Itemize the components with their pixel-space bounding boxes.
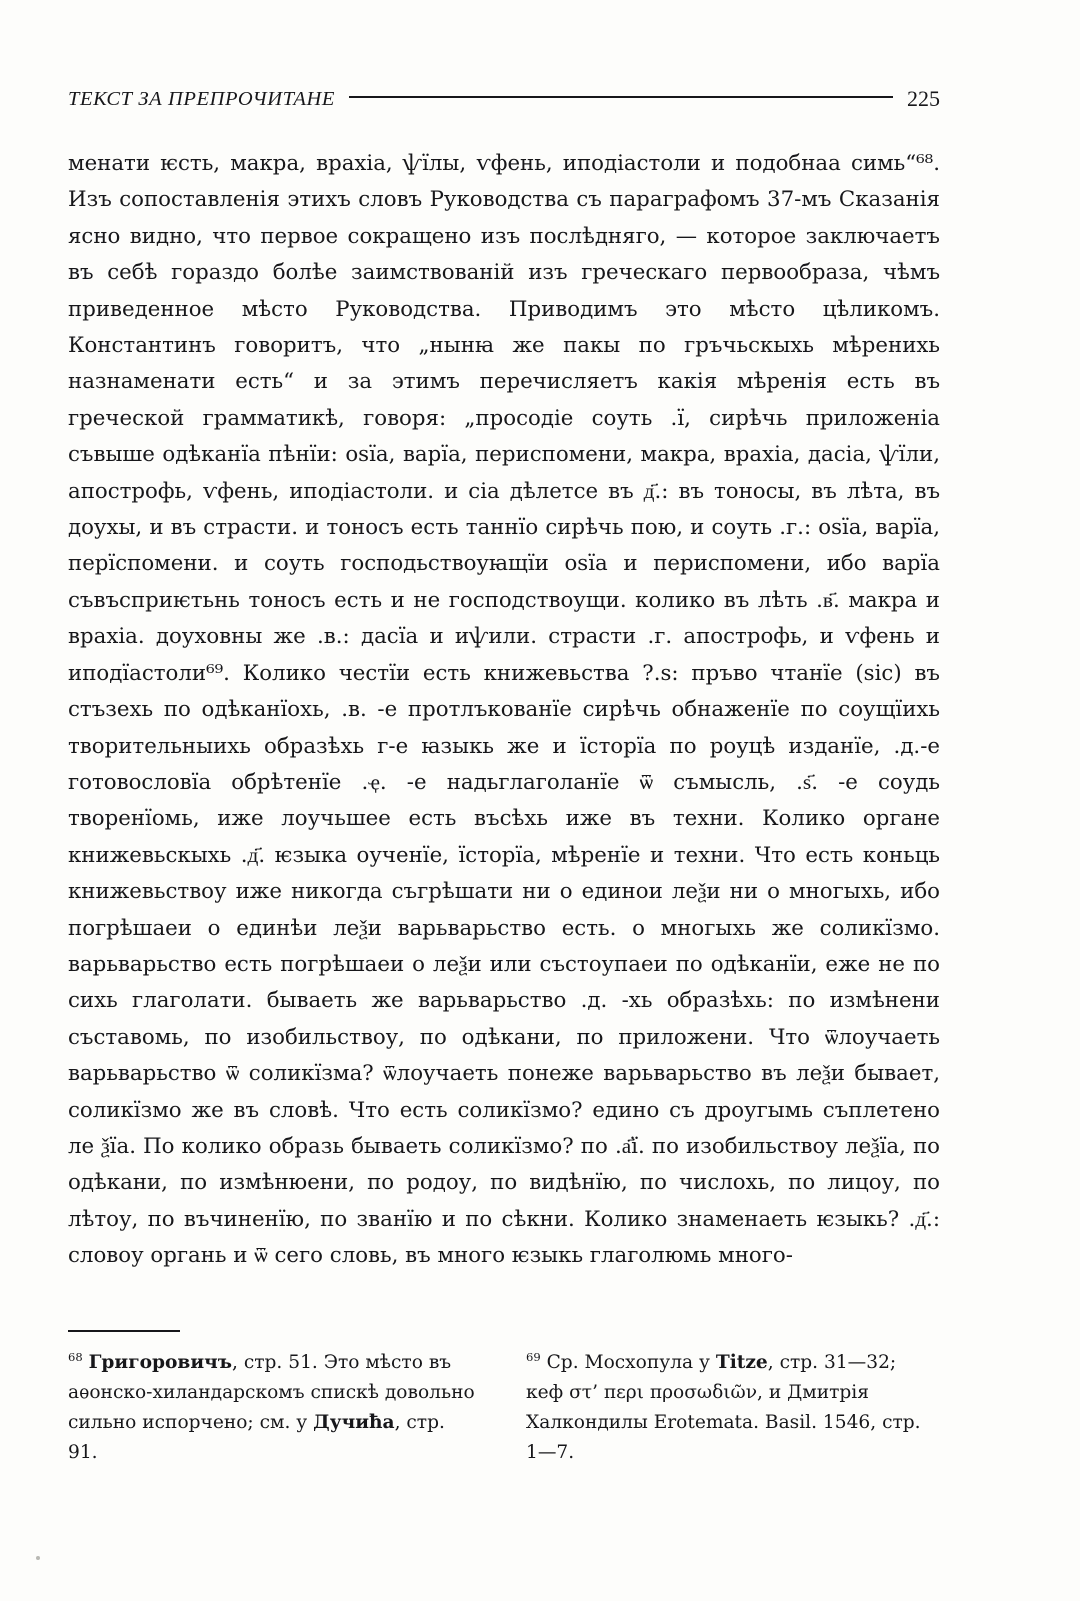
footnote-text: Ср. Мосхопула у bbox=[546, 1352, 716, 1373]
footnote-area bbox=[68, 1330, 940, 1468]
footnote-columns bbox=[68, 1348, 940, 1468]
footnote-marker: 69 bbox=[526, 1349, 541, 1364]
page-content bbox=[68, 82, 940, 1275]
page-number: 225 bbox=[907, 85, 940, 111]
footnote-separator-rule bbox=[68, 1330, 180, 1332]
footnote-marker: 68 bbox=[68, 1349, 83, 1364]
margin-dot-mark bbox=[36, 1556, 40, 1560]
running-head bbox=[68, 82, 940, 116]
running-head-title: ТЕКСТ ЗА ПРЕПРОЧИТАНЕ bbox=[68, 87, 335, 110]
body-paragraph: менати ѥсть, макра, врахіа, ѱїлы, ѵфень, иподіастоли и подобнаа симь“⁶⁸. Изъ сопоставленія этихъ словъ Руководства съ параграфомъ 37-мъ Сказанія ясно видно, что первое сокращено изъ послѣдняго, — которое заключаетъ въ себѣ гораздо болѣе заимствованій изъ греческаго первообраза, чѣмъ приведенное мѣсто Руководства. Приводимъ это мѣсто цѣликомъ. Константинъ говоритъ, что „нынꙗ же пакы по гръчьскыхь мѣренихь назнаменати есть“ и за этимъ перечисляетъ какія мѣренія есть въ греческой грамматикѣ, говоря: „просодіе соуть .ї, сирѣчь приложеніа съвыше одѣканїа пѣнїи: оѕїа, варїа, периспомени, макра, врахіа, дасіа, ѱїли, апострофь, ѵфень, иподіастоли. и сіа дѣлетсе въ д҃.: въ тоносы, въ лѣта, въ доухы, и въ страсти. и тоносъ есть таннїо сирѣчь пою, и соуть .г.: оѕїа, варїа, перїспомени. и соуть господьствоуꙗщїи оѕїа и периспомени, ибо варїа съвъсприѥтьнь тоносъ есть и не господствоущи. колико въ лѣть .в҃. макра и врахіа. доуховны же .в.: дасїа и иѱили. страсти .г. апострофь, и ѵфень и иподїастоли⁶⁹. Колико честїи есть книжевьства ?.ѕ: пръво чтанїе (sic) въ стъзехь по одѣканїохь, .в. -е протлъкованїе сирѣчь обнаженїе по соущїихь творительныихь образѣхь г-е ꙗзыкь же и їсторїа по роуцѣ изданїе, .д.-е готовословїа обрѣтенїе .ҿ. -е надьглаголанїе ѿ съмысль, .ѕ҃. -е соудь творенїомь, иже лоучьшее есть въсѣхь иже въ техни. Колико органе книжевьскыхь .д҃. ѥзыка оученїе, їсторїа, мѣренїе и техни. Что есть коньць книжевьствоу иже никогда съгрѣшати ни о единои леѯи ни о многыхь, ибо погрѣшаеи о единѣи леѯи варьварьство есть. о многыхь же соликїзмо. варьварьство есть погрѣшаеи о леѯи или състоупаеи по одѣканїи, еже не по сихь глаголати. бываеть же варьварьство .д. -хь образѣхь: по измѣнени съставомь, по изобильствоу, по одѣкани, по приложени. Что ѿлоучаеть варьварьство ѿ соликїзма? ѿлоучаеть понеже варьварьство въ леѯи бывает, соликїзмо же въ словѣ. Что есть соликїзмо? едино съ дроугымь съплетено ле ѯїа. По колико образь бываеть соликїзмо? по .а҃ї. по изобильствоу леѯїа, по одѣкани, по измѣнюени, по родоу, по видѣнїю, по числохь, по лицоу, по лѣтоу, по въчиненїю, по званїю и по сѣкни. Колико знаменаеть ѥзыкь? .д҃.: словоу органь и ѿ сего словь, въ много ѥзыкь глаголюмь много- bbox=[68, 151, 940, 1269]
footnote-text-2: , стр. 31—32; кеф στ’ περι προσωδιῶν, и Дмитрія Халкондилы Erotemata. Basil. 1546, стр. 1—7. bbox=[526, 1352, 921, 1463]
footnote-text-2: , стр. 91. bbox=[68, 1412, 445, 1463]
body-text bbox=[68, 146, 940, 1275]
footnote-68 bbox=[68, 1348, 478, 1468]
footnote-author-name: Григоровичъ bbox=[88, 1352, 232, 1373]
footnote-author-name: Titze bbox=[715, 1352, 768, 1373]
footnote-text: , стр. 51. Это мѣсто въ аѳонско-хиландарскомъ спискѣ довольно сильно испорчено; см. у bbox=[68, 1352, 475, 1433]
footnote-author-name-2: Дучиħа bbox=[313, 1412, 395, 1433]
footnote-69 bbox=[526, 1348, 936, 1468]
running-head-rule bbox=[349, 96, 893, 98]
